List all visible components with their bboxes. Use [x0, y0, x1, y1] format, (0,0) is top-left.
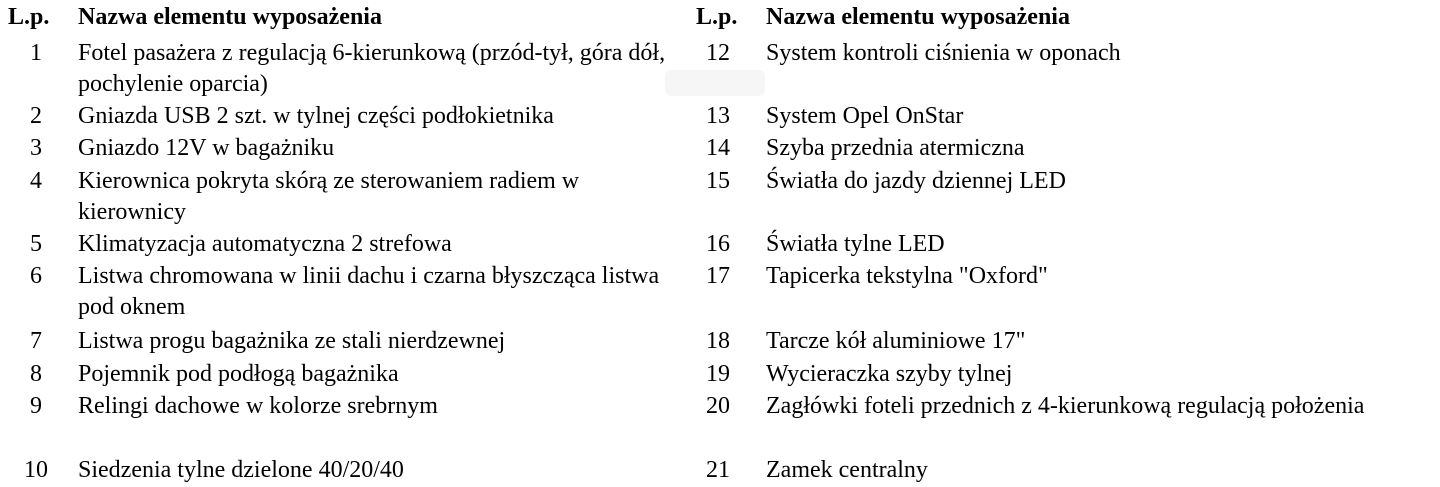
item-name: Siedzenia tylne dzielone 40/20/40 [78, 457, 404, 483]
item-name: Gniazdo 12V w bagażniku [78, 135, 335, 161]
item-number: 17 [706, 263, 730, 289]
item-number: 14 [706, 135, 730, 161]
item-number: 16 [706, 231, 730, 257]
item-number: 7 [30, 328, 42, 354]
item-name: System kontroli ciśnienia w oponach [766, 40, 1121, 66]
item-name: Światła do jazdy dziennej LED [766, 168, 1066, 194]
lp-header: L.p. [8, 4, 50, 30]
item-number: 13 [706, 103, 730, 129]
item-number: 1 [30, 40, 42, 66]
item-number: 18 [706, 328, 730, 354]
item-number: 19 [706, 361, 730, 387]
item-name: Kierownica pokryta skórą ze sterowaniem radiem w kierownicy [78, 168, 580, 225]
name-header: Nazwa elementu wyposażenia [78, 4, 382, 30]
item-number: 10 [24, 457, 48, 483]
item-number: 6 [30, 263, 42, 289]
item-name: Zagłówki foteli przednich z 4-kierunkową regulacją położenia [766, 393, 1365, 419]
item-name: System Opel OnStar [766, 103, 964, 129]
item-number: 12 [706, 40, 730, 66]
item-number: 2 [30, 103, 42, 129]
item-name: Klimatyzacja automatyczna 2 strefowa [78, 231, 452, 257]
lp-header: L.p. [696, 4, 738, 30]
item-name: Zamek centralny [766, 457, 928, 483]
item-name: Relingi dachowe w kolorze srebrnym [78, 393, 438, 419]
name-header: Nazwa elementu wyposażenia [766, 4, 1070, 30]
item-name: Listwa chromowana w linii dachu i czarna błyszcząca listwa pod oknem [78, 263, 660, 320]
item-name: Fotel pasażera z regulacją 6-kierunkową (przód-tył, góra dół, pochylenie oparcia) [78, 40, 666, 97]
item-name: Pojemnik pod podłogą bagażnika [78, 361, 399, 387]
item-name: Światła tylne LED [766, 231, 945, 257]
item-number: 20 [706, 393, 730, 419]
item-number: 8 [30, 361, 42, 387]
scan-smudge [665, 70, 765, 96]
item-number: 4 [30, 168, 42, 194]
item-number: 3 [30, 135, 42, 161]
item-number: 9 [30, 393, 42, 419]
item-number: 21 [706, 457, 730, 483]
item-name: Wycieraczka szyby tylnej [766, 361, 1013, 387]
item-name: Tapicerka tekstylna "Oxford" [766, 263, 1048, 289]
item-number: 5 [30, 231, 42, 257]
item-name: Gniazda USB 2 szt. w tylnej części podłokietnika [78, 103, 554, 129]
item-name: Szyba przednia atermiczna [766, 135, 1025, 161]
item-name: Listwa progu bagażnika ze stali nierdzewnej [78, 328, 506, 354]
item-name: Tarcze kół aluminiowe 17" [766, 328, 1026, 354]
item-number: 15 [706, 168, 730, 194]
